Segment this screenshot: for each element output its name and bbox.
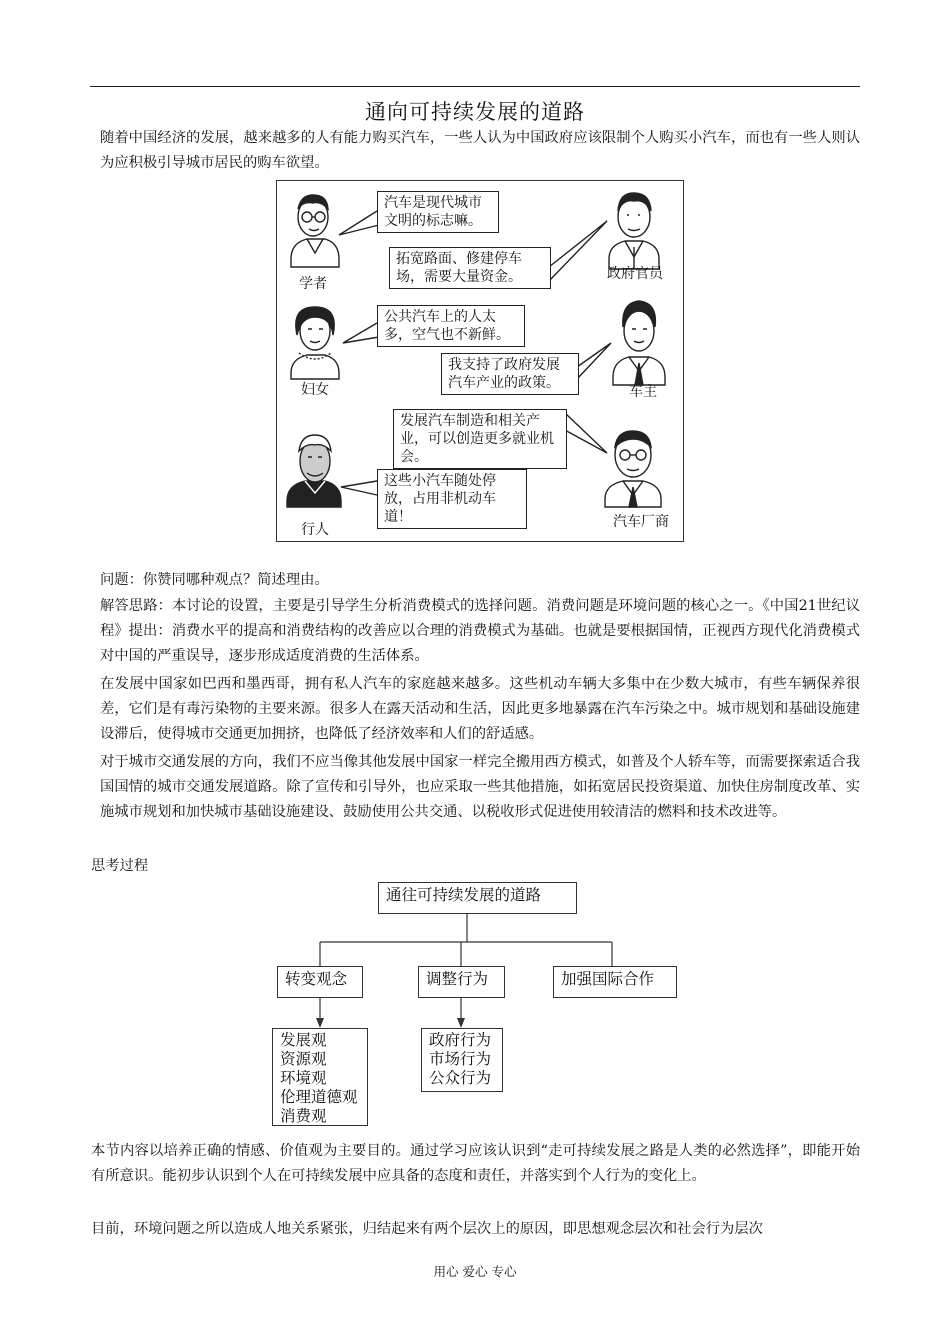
flow-root: 通往可持续发展的道路 bbox=[378, 882, 577, 914]
bubble-maker: 发展汽车制造和相关产业，可以创造更多就业机会。 bbox=[393, 409, 567, 469]
behavior-item: 市场行为 bbox=[429, 1050, 492, 1068]
concept-item: 资源观 bbox=[280, 1050, 327, 1068]
flow-branch-behavior: 调整行为 bbox=[418, 966, 505, 998]
behavior-item: 政府行为 bbox=[429, 1031, 492, 1049]
concept-item: 消费观 bbox=[280, 1107, 327, 1125]
bubble-owner: 我支持了政府发展汽车产业的政策。 bbox=[441, 353, 579, 395]
intro-paragraph: 随着中国经济的发展，越来越多的人有能力购买汽车，一些人认为中国政府应该限制个人购买小汽车，而也有一些人则认为应积极引导城市居民的购车欲望。 bbox=[100, 130, 860, 171]
answer-paragraph-3: 对于城市交通发展的方向，我们不应当像其他发展中国家一样完全搬用西方模式，如普及个人轿车等，而需要探索适合我国国情的城市交通发展道路。除了宣传和引导外，也应采取一些其他措施，如拓宽居民投资渠道、加快住房制度改革、实施城市规划和加快城市基础设施建设、鼓励使用公共交通、以税收形式促进使用较清洁的燃料和技术改进等。 bbox=[100, 754, 860, 820]
page-footer: 用心 爱心 专心 bbox=[433, 1264, 517, 1279]
summary-paragraph-2: 目前，环境问题之所以造成人地关系紧张，归结起来有两个层次上的原因，即思想观念层次和社会行为层次 bbox=[91, 1221, 763, 1237]
role-official: 政府官员 bbox=[607, 266, 663, 282]
flow-concepts-list bbox=[272, 1028, 368, 1126]
bubble-woman: 公共汽车上的人太多，空气也不新鲜。 bbox=[377, 305, 525, 347]
flow-branch-concepts: 转变观念 bbox=[277, 966, 363, 998]
summary-paragraph-1: 本节内容以培养正确的情感、价值观为主要目的。通过学习应该认识到“走可持续发展之路是人类的必然选择”，即能开始有所意识。能初步认识到个人在可持续发展中应具备的态度和责任，并落实到个人行为的变化上。 bbox=[91, 1143, 860, 1184]
thinking-label: 思考过程 bbox=[91, 858, 149, 874]
bubble-scholar: 汽车是现代城市文明的标志嘛。 bbox=[377, 191, 499, 233]
role-pedestrian: 行人 bbox=[301, 522, 329, 538]
role-woman: 妇女 bbox=[301, 382, 329, 398]
role-maker: 汽车厂商 bbox=[613, 514, 669, 530]
role-owner: 车主 bbox=[629, 384, 657, 400]
concept-item: 环境观 bbox=[280, 1069, 327, 1087]
concept-item: 伦理道德观 bbox=[280, 1088, 358, 1106]
flow-branch-cooperation: 加强国际合作 bbox=[553, 966, 677, 998]
role-scholar: 学者 bbox=[299, 276, 327, 292]
flow-behaviors-list bbox=[421, 1028, 503, 1092]
bubble-official: 拓宽路面、修建停车场，需要大量资金。 bbox=[389, 247, 551, 289]
answer-paragraph-1: 解答思路：本讨论的设置，主要是引导学生分析消费模式的选择问题。消费问题是环境问题的核心之一。《中国21世纪议程》提出：消费水平的提高和消费结构的改善应以合理的消费模式为基础。也就是要根据国情，正视西方现代化消费模式对中国的严重误导，逐步形成适度消费的生活体系。 bbox=[100, 598, 860, 664]
concept-item: 发展观 bbox=[280, 1031, 327, 1049]
bubble-pedestrian: 这些小汽车随处停放，占用非机动车道！ bbox=[377, 469, 527, 529]
page-title: 通向可持续发展的道路 bbox=[365, 100, 585, 124]
question-text: 问题：你赞同哪种观点？简述理由。 bbox=[100, 572, 329, 588]
behavior-item: 公众行为 bbox=[429, 1069, 492, 1087]
answer-paragraph-2: 在发展中国家如巴西和墨西哥，拥有私人汽车的家庭越来越多。这些机动车辆大多集中在少数大城市，有些车辆保养很差，它们是有毒污染物的主要来源。很多人在露天活动和生活，因此更多地暴露在汽车污染之中。城市规划和基础设施建设滞后，使得城市交通更加拥挤，也降低了经济效率和人们的舒适感。 bbox=[100, 676, 860, 742]
